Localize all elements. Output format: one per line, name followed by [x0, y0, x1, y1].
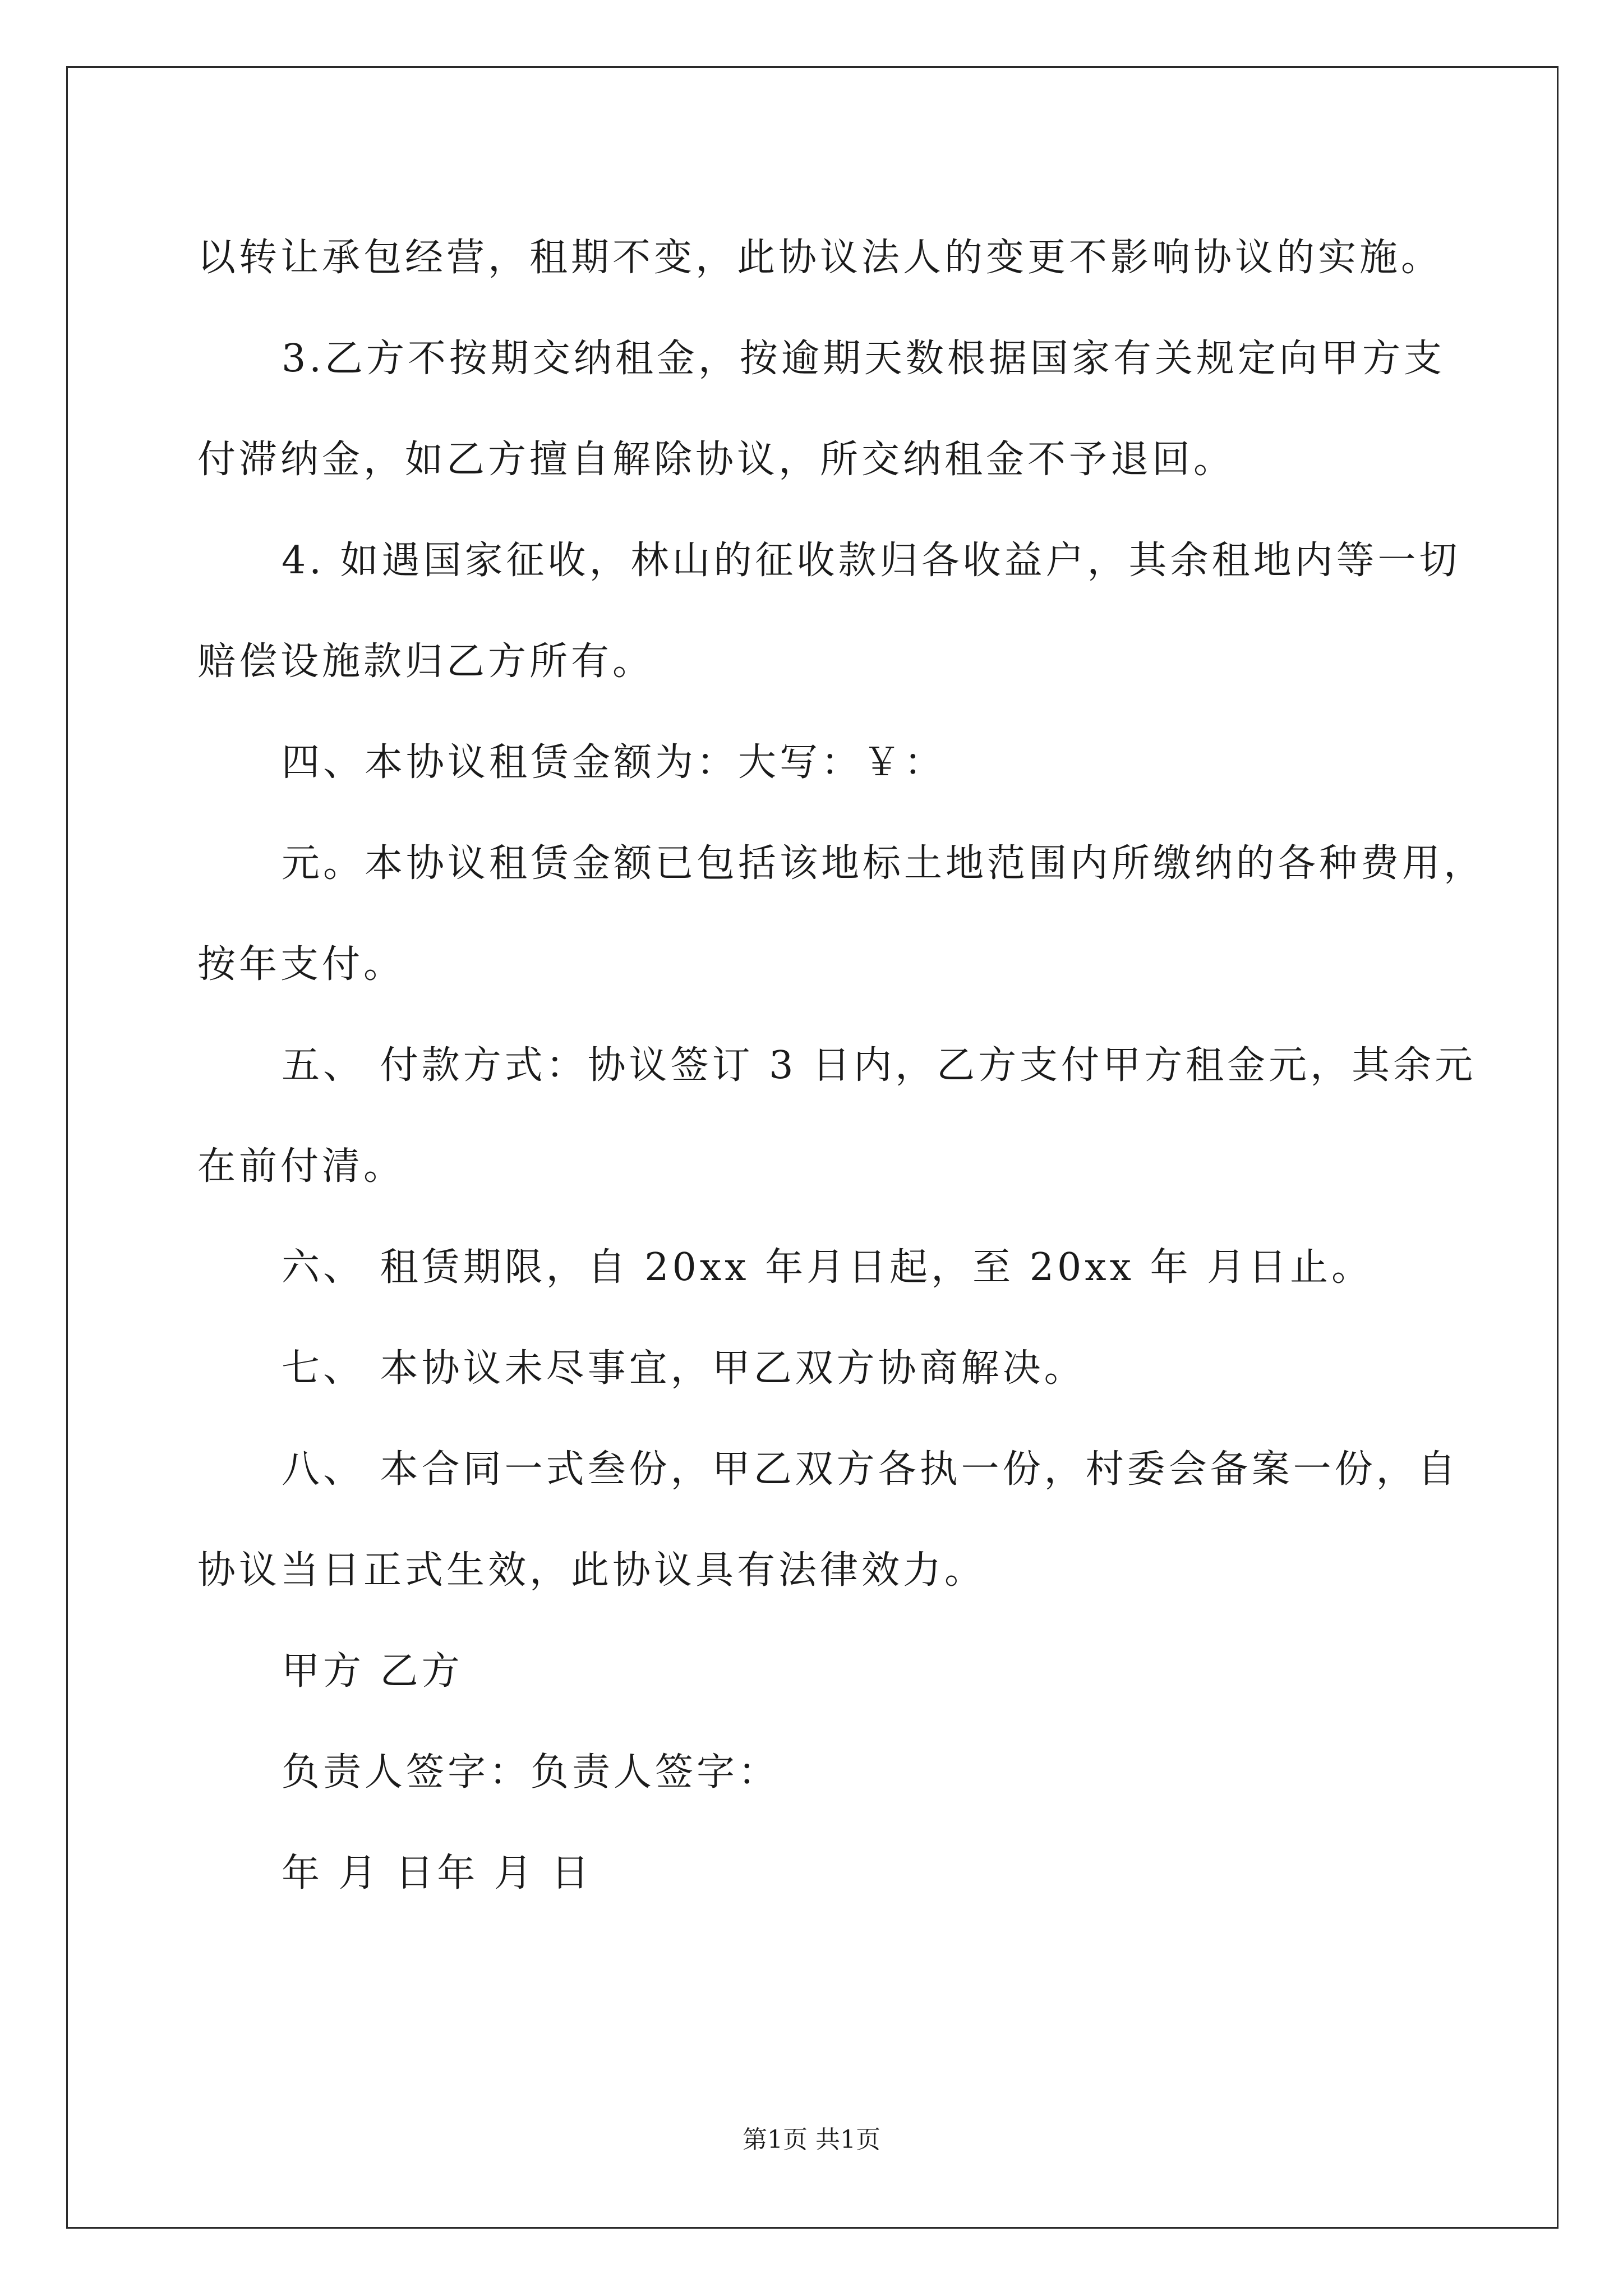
paragraph-line: 五、 付款方式：协议签订 3 日内，乙方支付甲方租金元，其余元	[282, 1043, 1477, 1088]
paragraph-line: 赔偿设施款归乙方所有。	[197, 639, 654, 684]
page-number: 第1页 共1页	[743, 2125, 880, 2154]
paragraph-line: 元。本协议租赁金额已包括该地标土地范围内所缴纳的各种费用，	[282, 841, 1486, 886]
paragraph-line: 以转让承包经营，租期不变，此协议法人的变更不影响协议的实施。	[197, 236, 1443, 280]
paragraph-line: 按年支付。	[197, 942, 405, 987]
signature-dates: 年 月 日年 月 日	[282, 1851, 593, 1895]
signature-labels: 负责人签字：负责人签字：	[282, 1750, 780, 1795]
signature-parties: 甲方 乙方	[282, 1649, 463, 1694]
paragraph-line: 八、 本合同一式叁份，甲乙双方各执一份，村委会备案一份，自	[282, 1447, 1459, 1492]
paragraph-line: 在前付清。	[197, 1144, 405, 1189]
paragraph-line: 四、本协议租赁金额为：大写：￥：	[282, 740, 946, 785]
paragraph-line: 六、 租赁期限，自 20xx 年月日起，至 20xx 年 月日止。	[282, 1245, 1373, 1290]
paragraph-line: 协议当日正式生效，此协议具有法律效力。	[197, 1548, 986, 1593]
paragraph-line: 七、 本协议未尽事宜，甲乙双方协商解决。	[282, 1346, 1086, 1391]
paragraph-line: 付滞纳金，如乙方擅自解除协议，所交纳租金不予退回。	[197, 438, 1235, 482]
paragraph-line: 3.乙方不按期交纳租金，按逾期天数根据国家有关规定向甲方支	[282, 337, 1445, 381]
document-body	[197, 208, 1486, 1924]
paragraph-line: 4. 如遇国家征收，林山的征收款归各收益户，其余租地内等一切	[282, 539, 1461, 583]
